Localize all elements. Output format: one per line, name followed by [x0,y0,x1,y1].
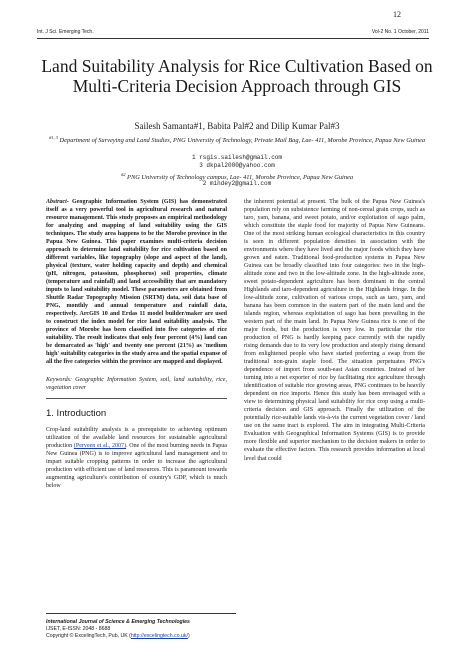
volume-info: Vol-2 No. 1 October, 2011 [371,29,429,35]
affiliation-text: PNG University of Technology campus, Lae- 411, Morobe Province, Papua New Guinea [127,174,354,182]
abstract [46,198,227,366]
running-header [37,29,429,35]
email-2: 2 mindey2@gmail.com [202,180,272,187]
copyright-prefix: Copyright © ExcelingTech, Pub, UK ( [46,633,131,639]
journal-short-name: Int. J Sci. Emerging Tech. [37,29,94,35]
affiliation-text: Department of Surveying and Land Studies, PNG University of Technology, Private Mail Bag, Lae- 411, Morobe Province, Papua New Guinea [59,137,426,145]
abstract-text: Geographic Information System (GIS) has demonstrated itself as a very powerful tool in agricultural research and natural resource management. This study proposes an empirical methodology for analyzing and mapping of land suitability using the GIS techniques. The study area happens to be the Morobe province in the Papua New Guinea. This paper examines multi-criteria decision approach to determine land suitability for rice cultivation based on different variables, like topography (slope and aspect of the land), physical (texture, water holding capacity and depth) and chemical (pH, nitrogen, potassium, phosphorus) soil properties, climate (temperature and rainfall) and land accessibility that are mandatory inputs to land suitability model. These parameters are obtained from Shuttle Radar Topography Mission (SRTM) data, soil data base of PNG, monthly and annual temperature and rainfall data, respectively. ArcGIS 10 and Erdas 11 model builder/maker are used to construct the index model for rice land suitability analysis. The province of Morobe has been classified into five categories of rice suitability. The result indicates that only four percent (4%) land can be demarcated as 'high' and twenty one percent (21%) as 'medium high' suitability categories in the study area and the spatial expanse of all the five categories within the province are mapped and displayed. [46,199,228,366]
footer-journal-name: International Journal of Science & Emerging Technologies [46,619,190,625]
citation-link[interactable]: (Perveen et al., 2007) [73,443,127,450]
footer-copyright [46,633,246,640]
footer [46,619,246,640]
keywords-label: Keywords: [46,377,72,384]
email-1: 1 rsgis.sailesh@gmail.com [191,154,282,161]
footer-issn: IJSET, E-ISSN: 2048 - 8688 [46,626,111,632]
page-number: 12 [393,10,401,19]
affiliation-1 [37,134,437,145]
copyright-suffix: ) [187,633,190,639]
section-heading-introduction: 1. Introduction [46,408,107,420]
header-rule [37,38,429,39]
author-list: Sailesh Samanta#1, Babita Pal#2 and Dilip Kumar Pal#3 [134,121,340,131]
email-3: 3 dkpal2000@yahoo.com [199,162,275,169]
affiliation-marker: #2 [120,172,126,177]
left-column [46,198,227,491]
section-rule [46,398,227,399]
footer-rule [46,613,236,614]
affiliation-marker: #1, 3 [48,135,58,140]
abstract-label: Abstract- [46,199,69,205]
publisher-url-link[interactable]: http://excelingtech.co.uk/ [130,633,188,639]
paper-title: Land Suitability Analysis for Rice Cultivation Based on Multi-Criteria Decision Approach through GIS [41,56,433,96]
intro-text-part2: . One of the most burning needs in Papua New Guinea (PNG) is to improve agricultural land management and to impart suitable cropping patterns in order to increase the agricultural production with efficient use of land resources. This is paramount towards augmenting agriculture's contribution of country's GDP, which is much below [46,443,227,490]
right-column: the inherent potential at present. The bulk of the Papua New Guinea's population rely on subsistence farming of non-cereal grain crops, such as taro, yam, banana, and sweet potato, and/or exploitation of sago palm, which constitute the staple food for majority of Papua New Guineans. One of the most striking human ecological characteristics in this country is seen in different population densities in association with the environments where they have lived and the major foods which they have grown and eaten. Traditional food-production systems in Papua New Guinea can be broadly classified into four categories: two in the high-altitude zone and two in the low-altitude zone. In the high-altitude zone, sweet potato-dependent agriculture has been dominant in the central Highlands and taro-dependent agriculture in the Highlands fringe. In the low-altitude zone, cultivation of various crops, such as taro, yam, and banana has been common in the eastern part of the main land and the islands region, whereas exploitation of sago has been prevailing in the western part of the main land. In Papua New Guinea rice is one of the major foods, but the production is very low. In particular the rice production of PNG is hardly keeping pace currently with the rapidly rising demands due to its very low production and steeply rising demand from enlightened people who have started preferring a swap from the traditional non-grain staple food. The situation perpetuates PNG's dependence of import from south-east Asian countries. Instead of her turning into a net exporter of rice by facilitating rice agriculture through identification of suitable rice growing areas, PNG continues to be heavily dependent on rice imports. Hence this study has been envisaged with a view to determining physical land suitability for rice crop using a multi-criteria decision and GIS approach. Finally the utilization of the potentially rice-suitable lands vis-à-vis the current vegetation cover / land use on the same tract is explored. The aim in integrating Multi-Criteria Evaluation with Geographical Information Systems (GIS) is to provide more flexible and superior mechanism to the decision makers in order to evaluate the effective factors. This research provides information at local level that could [244,199,425,462]
keywords-text: Geographic Information System, soil, land suitability, rice, vegetation cover [46,377,227,392]
keywords [46,376,227,392]
intro-text-part1: Crop-land suitability analysis is a prerequisite to achieving optimum utilization of the available land resources for sustainable agricultural production [46,427,227,450]
introduction-paragraph [46,426,227,490]
